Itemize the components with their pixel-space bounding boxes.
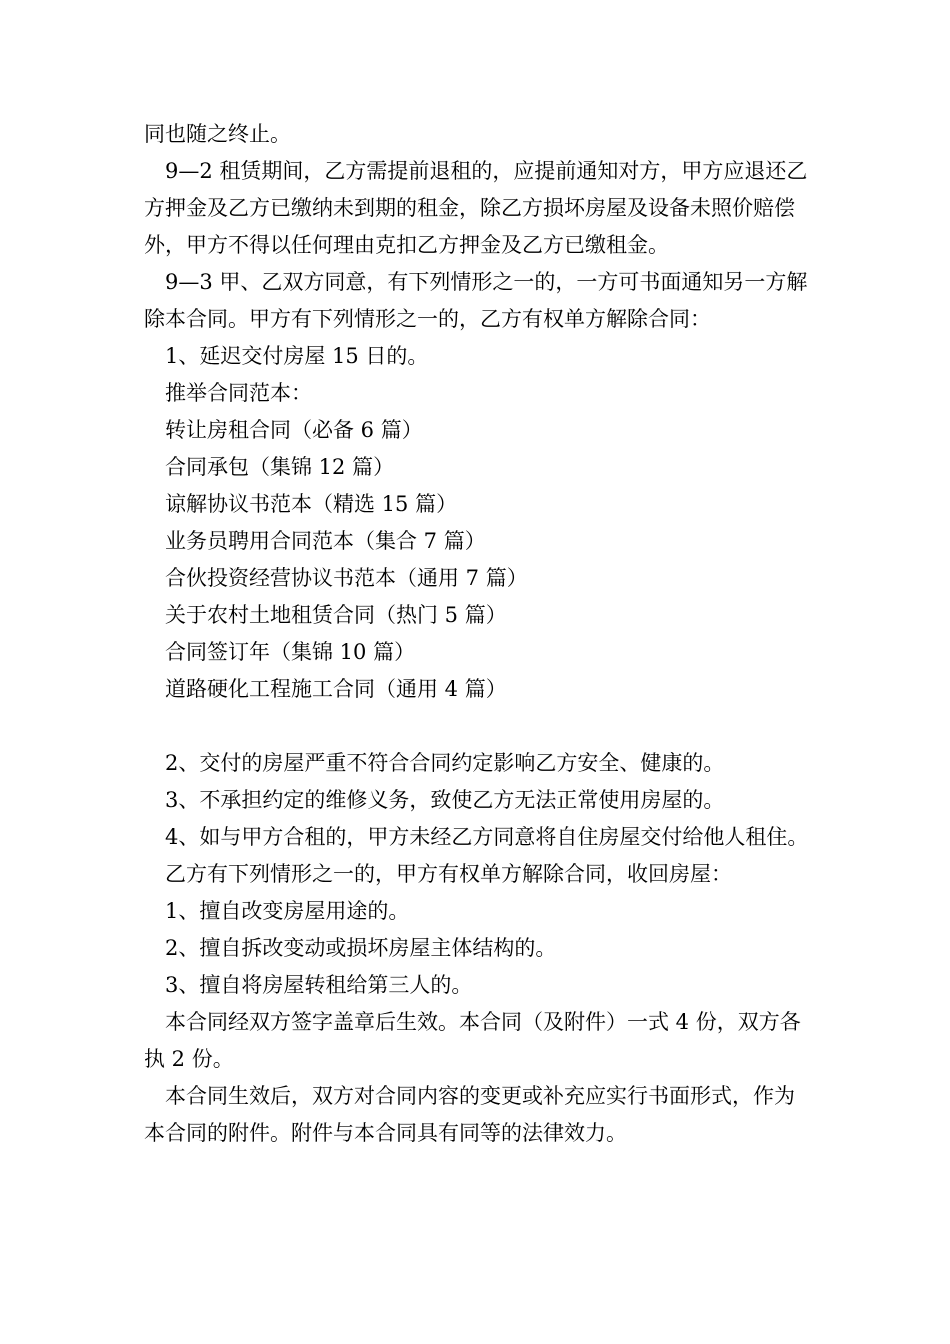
list-item: 3、不承担约定的维修义务，致使乙方无法正常使用房屋的。 xyxy=(165,788,725,812)
list-item: 3、擅自将房屋转租给第三人的。 xyxy=(165,973,473,997)
paragraph: 乙方有下列情形之一的，甲方有权单方解除合同，收回房屋： xyxy=(165,862,732,886)
list-item: 1、擅自改变房屋用途的。 xyxy=(165,899,410,923)
recommended-link[interactable]: 道路硬化工程施工合同（通用 4 篇） xyxy=(165,677,507,701)
recommended-link[interactable]: 业务员聘用合同范本（集合 7 篇） xyxy=(165,529,486,553)
list-item: 2、交付的房屋严重不符合合同约定影响乙方安全、健康的。 xyxy=(165,751,725,775)
paragraph-continuation: 同也随之终止。 xyxy=(144,122,291,146)
recommended-link[interactable]: 谅解协议书范本（精选 15 篇） xyxy=(165,492,458,516)
recommended-heading: 推举合同范本： xyxy=(165,381,312,405)
clause-9-3: 9—3 甲、乙双方同意，有下列情形之一的，一方可书面通知另一方解除本合同。甲方有下列情形之一的，乙方有权单方解除合同： xyxy=(144,270,808,331)
recommended-link[interactable]: 合伙投资经营协议书范本（通用 7 篇） xyxy=(165,566,528,590)
list-item: 2、擅自拆改变动或损坏房屋主体结构的。 xyxy=(165,936,557,960)
recommended-link[interactable]: 合同承包（集锦 12 篇） xyxy=(165,455,395,479)
recommended-link[interactable]: 关于农村土地租赁合同（热门 5 篇） xyxy=(165,603,507,627)
paragraph: 本合同生效后，双方对合同内容的变更或补充应实行书面形式，作为本合同的附件。附件与本合同具有同等的法律效力。 xyxy=(144,1084,795,1145)
recommended-link[interactable]: 转让房租合同（必备 6 篇） xyxy=(165,418,423,442)
list-item: 1、延迟交付房屋 15 日的。 xyxy=(165,344,429,368)
document-body xyxy=(144,116,810,1152)
blank-line xyxy=(144,708,810,745)
clause-9-2: 9—2 租赁期间，乙方需提前退租的，应提前通知对方，甲方应退还乙方押金及乙方已缴纳未到期的租金，除乙方损坏房屋及设备未照价赔偿外，甲方不得以任何理由克扣乙方押金及乙方已缴租金。 xyxy=(144,159,808,257)
recommended-link[interactable]: 合同签订年（集锦 10 篇） xyxy=(165,640,416,664)
list-item: 4、如与甲方合租的，甲方未经乙方同意将自住房屋交付给他人租住。 xyxy=(165,825,809,849)
paragraph: 本合同经双方签字盖章后生效。本合同（及附件）一式 4 份，双方各执 2 份。 xyxy=(144,1010,801,1071)
